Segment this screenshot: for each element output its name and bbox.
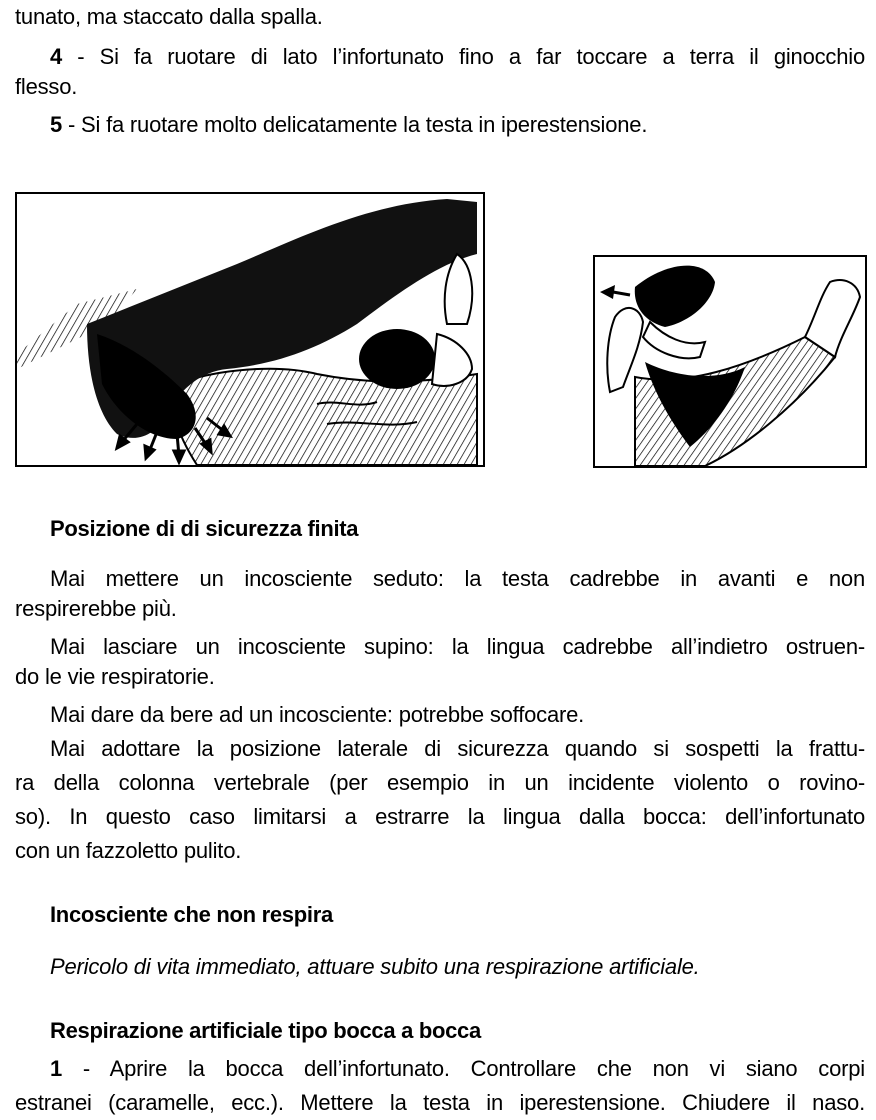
head-tilt-illustration xyxy=(593,255,867,468)
paragraph-line: estranei (caramelle, ecc.). Mettere la testa in iperestensione. Chiudere il naso. xyxy=(15,1090,865,1115)
recovery-position-drawing xyxy=(17,194,483,465)
paragraph-line: do le vie respiratorie. xyxy=(15,664,215,689)
step-1 xyxy=(50,1056,865,1082)
step-number: 4 xyxy=(50,44,63,69)
paragraph-line: Mai lasciare un incosciente supino: la lingua cadrebbe all’indietro ostruen- xyxy=(50,634,865,659)
paragraph-line: Mai mettere un incosciente seduto: la testa cadrebbe in avanti e non xyxy=(50,566,865,591)
paragraph-line: ra della colonna vertebrale (per esempio in un incidente violento o rovino- xyxy=(15,770,865,795)
section-heading: Respirazione artificiale tipo bocca a bocca xyxy=(50,1018,481,1043)
step-text: - Aprire la bocca dell’infortunato. Controllare che non vi siano corpi xyxy=(62,1056,865,1081)
paragraph-line: Mai dare da bere ad un incosciente: potrebbe soffocare. xyxy=(50,702,585,727)
text-line: tunato, ma staccato dalla spalla. xyxy=(15,4,323,29)
head-tilt-drawing xyxy=(595,257,865,466)
paragraph-line: Mai adottare la posizione laterale di sicurezza quando si sospetti la frattu- xyxy=(50,736,865,761)
section-heading: Incosciente che non respira xyxy=(50,902,333,927)
step-5 xyxy=(50,112,865,138)
step-text: - Si fa ruotare molto delicatamente la testa in iperestensione. xyxy=(62,112,648,137)
step-4 xyxy=(50,44,865,70)
paragraph-line: respirerebbe più. xyxy=(15,596,177,621)
paragraph-line: con un fazzoletto pulito. xyxy=(15,838,242,863)
text-line: flesso. xyxy=(15,74,78,99)
emphasis-line: Pericolo di vita immediato, attuare subito una respirazione artificiale. xyxy=(50,954,700,979)
step-number: 5 xyxy=(50,112,63,137)
recovery-position-illustration xyxy=(15,192,485,467)
section-heading: Posizione di di sicurezza finita xyxy=(50,516,359,541)
paragraph-line: so). In questo caso limitarsi a estrarre la lingua dalla bocca: dell’infortunato xyxy=(15,804,865,829)
step-number: 1 xyxy=(50,1056,63,1081)
step-text: - Si fa ruotare di lato l’infortunato fino a far toccare a terra il ginocchio xyxy=(62,44,865,69)
